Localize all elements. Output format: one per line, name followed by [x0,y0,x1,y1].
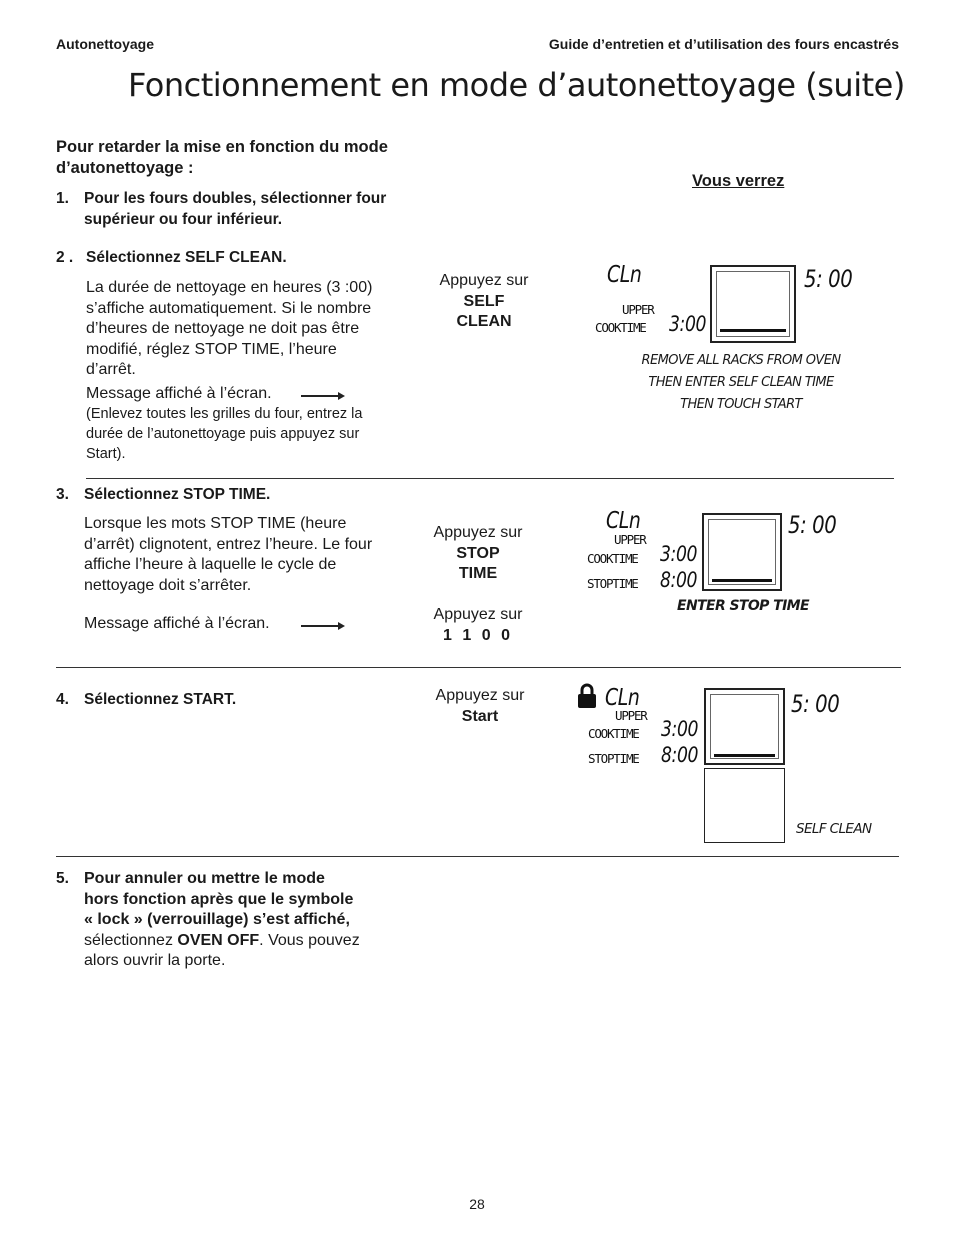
stoptime-value: 8:00 [661,743,699,767]
cooktime-label: COOKTIME [595,320,646,335]
step4-press: Appuyez sur Start [435,687,525,725]
step2-number: 2 . [56,249,74,266]
cln-indicator: CLn [607,262,642,288]
step4-title: Sélectionnez START. [84,691,237,708]
display-message: SELF CLEAN [796,821,872,837]
step4-number: 4. [56,691,69,708]
upper-label: UPPER [615,708,647,723]
divider [56,667,901,668]
step3-body: Lorsque les mots STOP TIME (heure d’arrêt) clignotent, entrez l’heure. Le four affiche l’heure à laquelle le cycle de nettoyage doit s’arrêter. [84,515,373,594]
arrow-icon [301,395,343,397]
stoptime-label: STOPTIME [588,751,639,766]
step1-text: Pour les fours doubles, sélectionner four supérieur ou four inférieur. [84,190,387,228]
step2-note: (Enlevez toutes les grilles du four, entrez la durée de l’autonettoyage puis appuyez sur Start). [86,406,363,462]
step3-press-digits: Appuyez sur 1 1 0 0 [433,606,523,644]
step5-body: Pour annuler ou mettre le mode hors fonction après que le symbole « lock » (verrouillage) s’est affiché, sélectionnez OVEN OFF. Vous pouvez alors ouvrir la porte. [84,870,360,969]
upper-label: UPPER [614,532,646,547]
running-header-left: Autonettoyage [56,36,154,52]
divider [86,478,894,479]
clock-display: 5: 00 [804,265,853,293]
step2-body: La durée de nettoyage en heures (3 :00) s’affiche automatiquement. Si le nombre d’heures de nettoyage ne doit pas être modifié, réglez STOP TIME, l’heure d’arrêt. [86,279,373,378]
cooktime-label: COOKTIME [588,726,639,741]
stoptime-value: 8:00 [660,568,698,592]
divider [56,856,899,857]
lock-icon [577,683,597,709]
step3-title: Sélectionnez STOP TIME. [84,486,271,503]
step3-number: 3. [56,486,69,503]
page-number: 28 [469,1196,485,1212]
step1-number: 1. [56,190,69,207]
step2-press: Appuyez sur SELF CLEAN [439,272,529,330]
cooktime-value: 3:00 [661,717,699,741]
display-message: REMOVE ALL RACKS FROM OVEN THEN ENTER SELF CLEAN TIME THEN TOUCH START [641,353,841,412]
cln-indicator: CLn [606,508,641,534]
you-will-see-heading: Vous verrez [692,172,785,190]
arrow-icon [301,625,343,627]
page-title: Fonctionnement en mode d’autonettoyage (suite) [128,66,905,104]
upper-label: UPPER [622,302,654,317]
cooktime-value: 3:00 [669,312,707,336]
lower-oven-door-icon [704,768,785,843]
step3-press-stop-time: Appuyez sur STOP TIME [433,524,523,582]
clock-display: 5: 00 [788,511,837,539]
oven-door-icon [702,513,782,591]
stoptime-label: STOPTIME [587,576,638,591]
step2-message-label: Message affiché à l’écran. [86,385,272,402]
clock-display: 5: 00 [791,690,840,718]
step2-title: Sélectionnez SELF CLEAN. [86,249,287,266]
cooktime-label: COOKTIME [587,551,638,566]
oven-door-icon [710,265,796,343]
oven-door-icon [704,688,785,765]
cooktime-value: 3:00 [660,542,698,566]
cln-indicator: CLn [605,685,640,711]
display-message: ENTER STOP TIME [677,598,809,614]
running-header-right: Guide d’entretien et d’utilisation des fours encastrés [548,36,899,52]
section-subtitle: Pour retarder la mise en fonction du mode d’autonettoyage : [56,138,388,177]
step5-number: 5. [56,870,69,887]
step3-message-label: Message affiché à l’écran. [84,615,270,632]
